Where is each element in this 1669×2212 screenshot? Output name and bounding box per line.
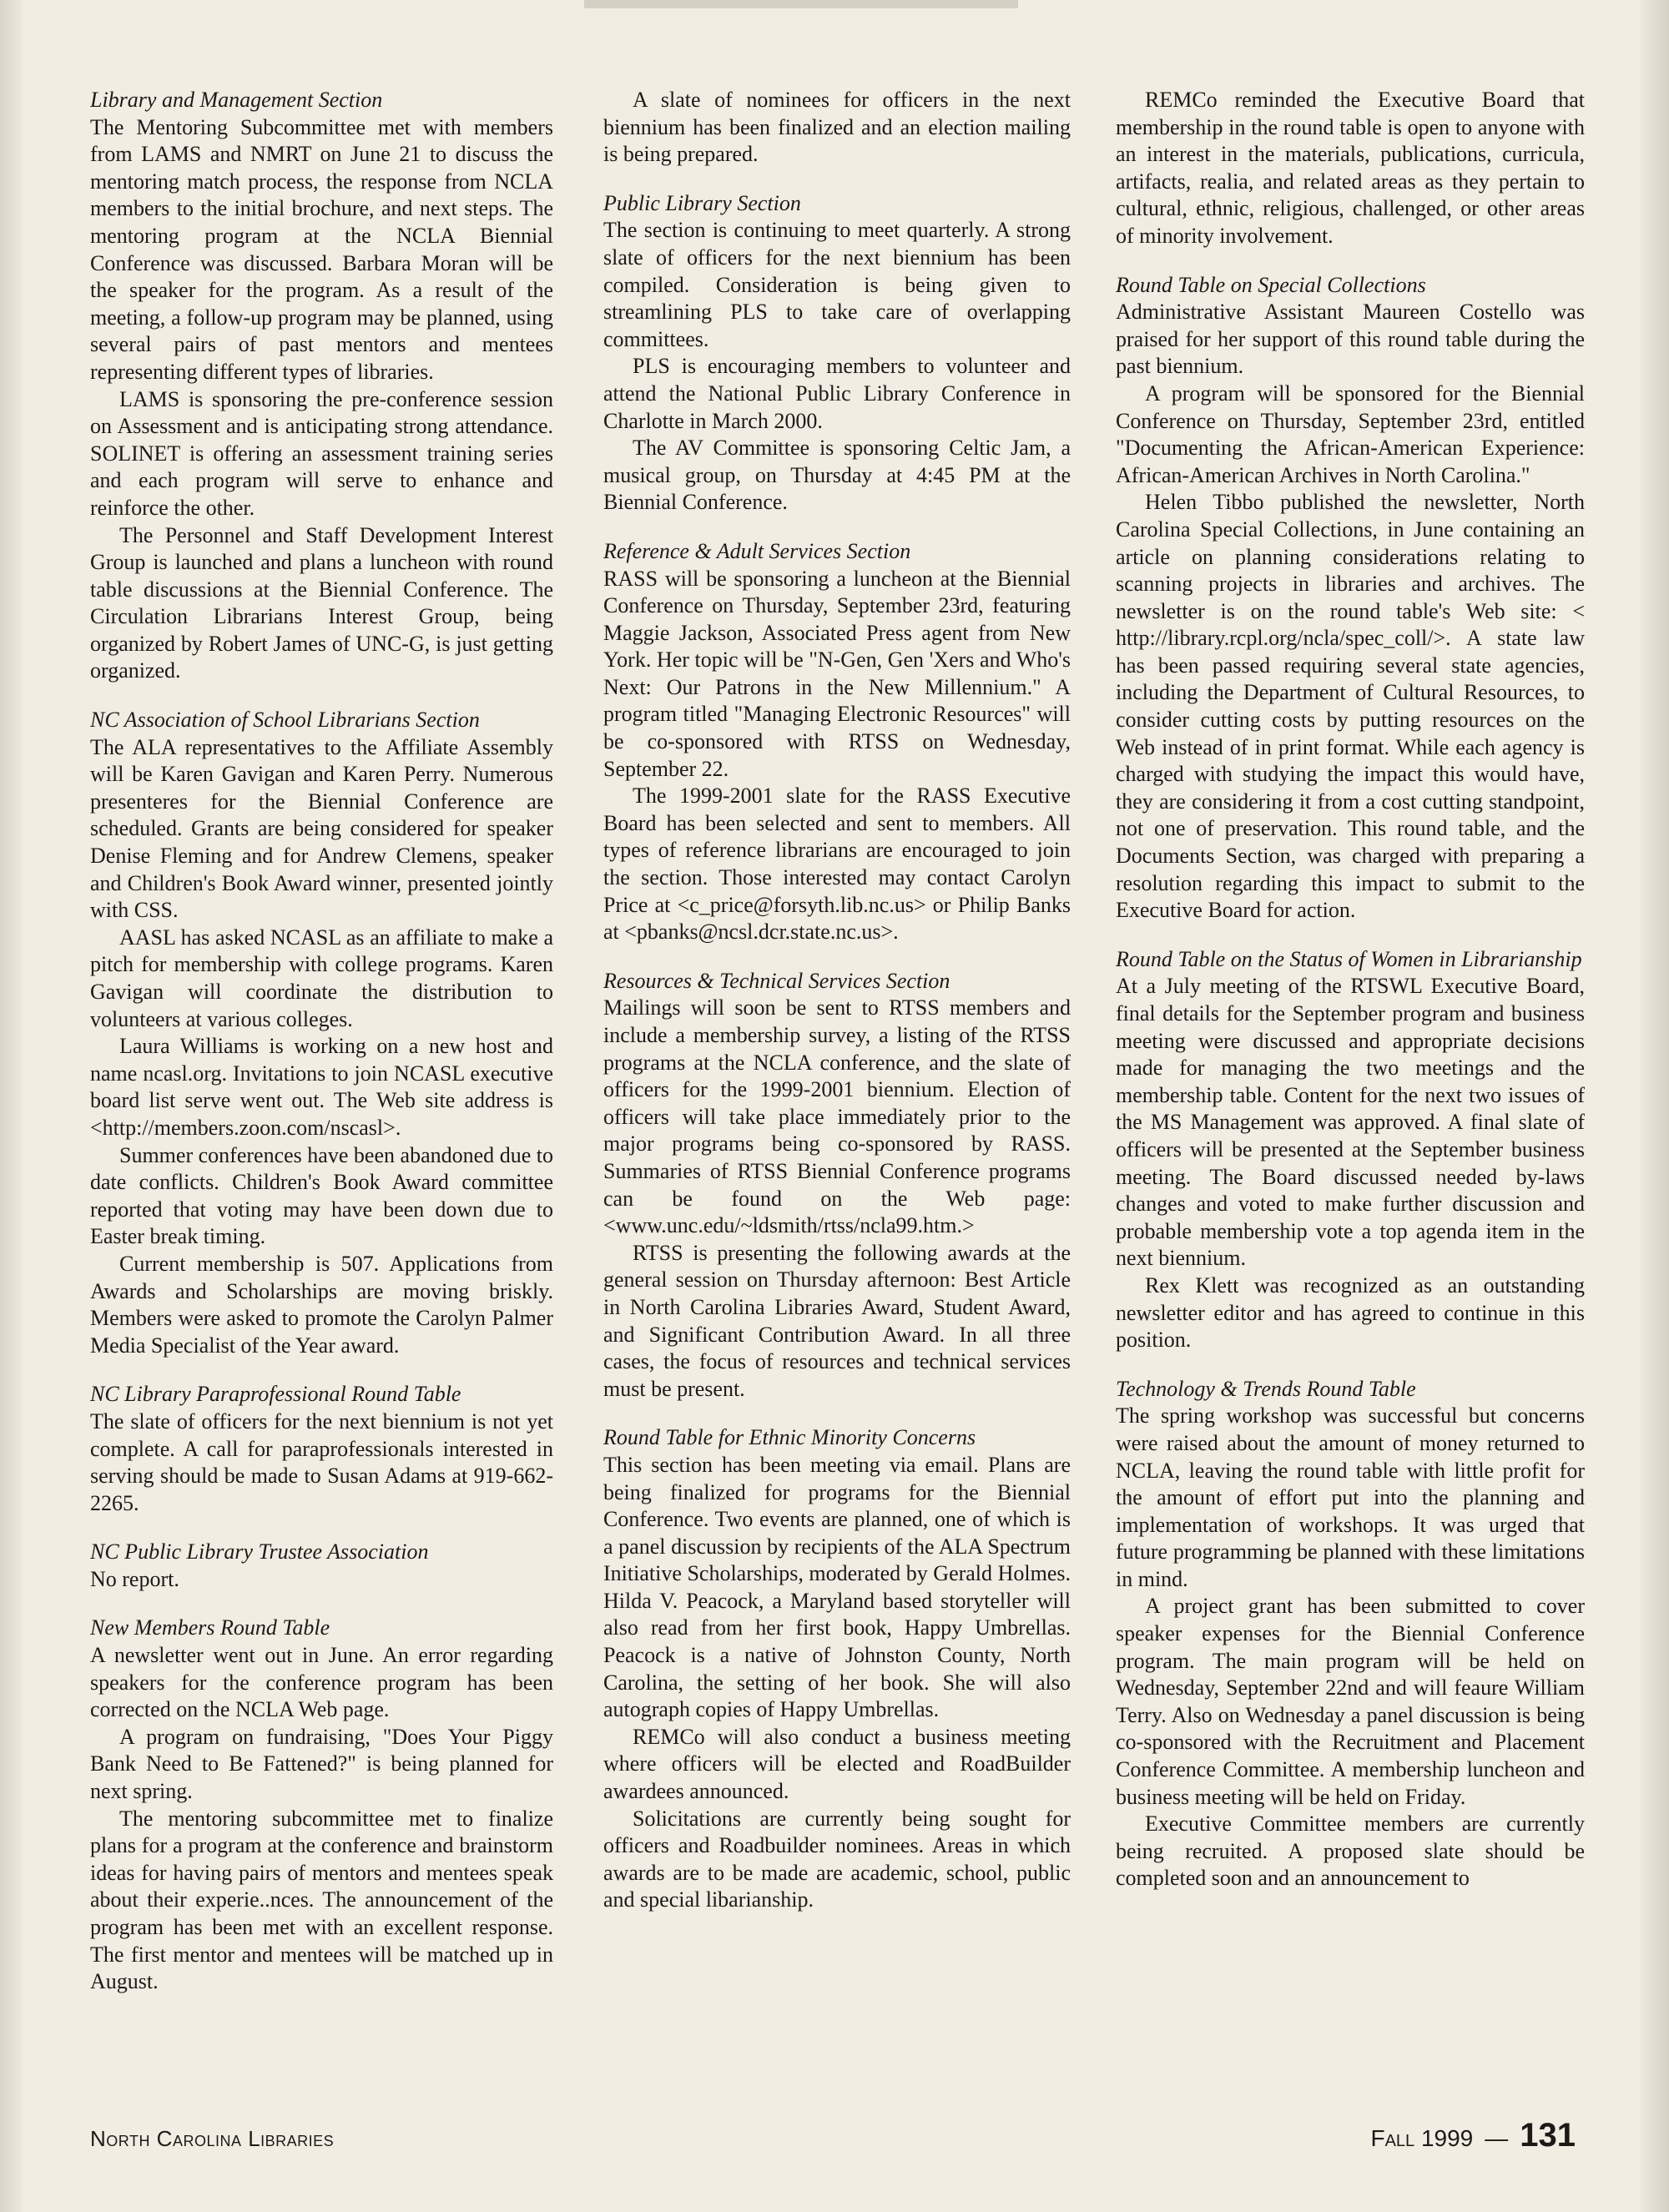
column-3	[1116, 87, 1585, 2098]
body-paragraph: The section is continuing to meet quarterly. A strong slate of officers for the next biennium has been compiled. Consideration is being given to streamlining PLS to take care of overlapping committees.	[603, 218, 1071, 351]
footer-dash: —	[1485, 2125, 1509, 2151]
footer-issue: Fall 1999	[1370, 2125, 1474, 2151]
footer-folio	[1370, 2117, 1576, 2154]
body-paragraph: A program on fundraising, "Does Your Piggy Bank Need to Be Fattened?" is being planned for next spring.	[90, 1724, 553, 1804]
footer-journal-title: North Carolina Libraries	[90, 2126, 335, 2151]
column-1	[90, 87, 553, 2098]
body-paragraph: The Personnel and Staff Development Interest Group is launched and plans a luncheon with round table discussions at the Biennial Conference. The Circulation Librarians Interest Group, being organized by Robert James of UNC-G, is just getting organized.	[90, 522, 553, 683]
body-paragraph: Summer conferences have been abandoned due to date conflicts. Children's Book Award committee reported that voting may have been down due to Easter break timing.	[90, 1142, 553, 1249]
body-paragraph: Mailings will soon be sent to RTSS members and include a membership survey, a listing of the RTSS programs at the NCLA conference, and the slate of officers for the 1999-2001 biennium. Election of officers will take place immediately prior to the major programs being co-sponsored by RASS. Summaries of RTSS Biennial Conference programs can be found on the Web page: <www.unc.edu/~ldsmith/rtss/ncla99.htm.>	[603, 995, 1071, 1238]
body-paragraph: This section has been meeting via email. Plans are being finalized for programs for the Biennial Conference. Two events are planned, one of which is a panel discussion by recipients of the ALA Spectrum Initiative Scholarships, moderated by Gerald Holmes. Hilda V. Peacock, a Maryland based storyteller will also read from her first book, Happy Umbrellas. Peacock is a native of Johnston County, North Carolina, the setting of her book. She will also autograph copies of Happy Umbrellas.	[603, 1452, 1071, 1722]
body-paragraph: Current membership is 507. Applications from Awards and Scholarships are moving briskly. Members were asked to promote the Carolyn Palmer Media Specialist of the Year award.	[90, 1251, 553, 1358]
body-paragraph: Executive Committee members are currently being recruited. A proposed slate should be completed soon and an announcement to	[1116, 1811, 1585, 1891]
body-paragraph: AASL has asked NCASL as an affiliate to make a pitch for membership with college programs. Karen Gavigan will coordinate the distribution to volunteers at various colleges.	[90, 925, 553, 1031]
body-paragraph: The spring workshop was successful but concerns were raised about the amount of money returned to NCLA, leaving the round table with little profit for the amount of effort put into the planning and implementation of workshops. It was urged that future programming be planned with these limitations in mind.	[1116, 1403, 1585, 1591]
section-heading: Reference & Adult Services Section	[603, 538, 911, 563]
body-paragraph: Rex Klett was recognized as an outstanding newsletter editor and has agreed to continue in this position.	[1116, 1272, 1585, 1353]
article-section	[1116, 87, 1585, 250]
body-paragraph: A project grant has been submitted to cover speaker expenses for the Biennial Conference program. The main program will be held on Wednesday, September 22nd and will feaure William Terry. Also on Wednesday a panel discussion is being co-sponsored with the Recruitment and Placement Conference Committee. A membership luncheon and business meeting will be held on Friday.	[1116, 1594, 1585, 1809]
article-section	[1116, 272, 1585, 925]
article-section	[90, 1539, 553, 1593]
body-paragraph: The mentoring subcommittee met to finalize plans for a program at the conference and brainstorm ideas for having pairs of mentors and mentees speak about their experie..nces. The announcement of the program has been met with an excellent response. The first mentor and mentees will be matched up in August.	[90, 1806, 553, 1994]
section-heading: NC Association of School Librarians Section	[90, 708, 480, 733]
article-section	[90, 1615, 553, 1995]
body-paragraph: The AV Committee is sponsoring Celtic Jam, a musical group, on Thursday at 4:45 PM at the Biennial Conference.	[603, 436, 1071, 515]
body-paragraph: The ALA representatives to the Affiliate Assembly will be Karen Gavigan and Karen Perry. Numerous presenteres for the Biennial Conference are scheduled. Grants are being considered for speaker Denise Fleming and for Andrew Clemens, speaker and Children's Book Award winner, presented jointly with CSS.	[90, 734, 553, 923]
article-section	[1116, 1376, 1585, 1892]
section-heading: Resources & Technical Services Section	[603, 968, 950, 993]
article-section	[603, 1424, 1071, 1914]
body-paragraph: Helen Tibbo published the newsletter, North Carolina Special Collections, in June containing an article on planning considerations relating to scanning projects in libraries and archives. The newsletter is on the round table's Web site: < http://library.rcpl.org/ncla/spec_coll/>. A state law has been passed requiring several state agencies, including the Department of Cultural Resources, to consider cutting costs by putting resources on the Web instead of in print format. While each agency is charged with studying the impact this would have, they are considering it from a cost cutting standpoint, not one of preservation. This round table, and the Documents Section, was charged with preparing a resolution regarding this impact to submit to the Executive Board for action.	[1116, 490, 1585, 923]
body-paragraph: Administrative Assistant Maureen Costello was praised for her support of this round table during the past biennium.	[1116, 300, 1585, 379]
section-heading: New Members Round Table	[90, 1615, 330, 1640]
section-heading: NC Public Library Trustee Association	[90, 1539, 429, 1565]
body-paragraph: Laura Williams is working on a new host and name ncasl.org. Invitations to join NCASL executive board list serve went out. The Web site address is <http://members.zoon.com/nscasl>.	[90, 1034, 553, 1140]
article-section	[90, 1381, 553, 1517]
body-paragraph: PLS is encouraging members to volunteer and attend the National Public Library Conference in Charlotte in March 2000.	[603, 354, 1071, 433]
body-paragraph: REMCo will also conduct a business meeting where officers will be elected and RoadBuilder awardees announced.	[603, 1724, 1071, 1804]
body-paragraph: Solicitations are currently being sought for officers and Roadbuilder nominees. Areas in which awards are to be made are academic, school, public and special libarianship.	[603, 1806, 1071, 1912]
body-paragraph: No report.	[90, 1566, 179, 1591]
article-section	[90, 707, 553, 1359]
section-heading: NC Library Paraprofessional Round Table	[90, 1382, 461, 1407]
body-paragraph: The slate of officers for the next biennium is not yet complete. A call for paraprofessionals interested in serving should be made to Susan Adams at 919-662-2265.	[90, 1408, 553, 1515]
section-heading: Round Table on Special Collections	[1116, 272, 1426, 297]
article-section	[603, 190, 1071, 516]
body-paragraph: The Mentoring Subcommittee met with members from LAMS and NMRT on June 21 to discuss the mentoring match process, the response from NCLA members to the initial brochure, and next steps. The mentoring program at the NCLA Biennial Conference was discussed. Barbara Moran will be the speaker for the program. As a result of the meeting, a follow-up program may be planned, using several pairs of past mentors and mentees representing different types of libraries.	[90, 114, 553, 384]
body-paragraph: A slate of nominees for officers in the next biennium has been finalized and an election mailing is being prepared.	[603, 88, 1071, 167]
section-heading: Round Table on the Status of Women in Librarianship	[1116, 946, 1582, 971]
article-section	[603, 968, 1071, 1403]
body-paragraph: The 1999-2001 slate for the RASS Executive Board has been selected and sent to members. All types of reference librarians are encouraged to join the section. Those interested may contact Carolyn Price at <c_price@forsyth.lib.nc.us> or Philip Banks at <pbanks@ncsl.dcr.state.nc.us>.	[603, 784, 1071, 945]
section-heading: Round Table for Ethnic Minority Concerns	[603, 1425, 976, 1450]
body-paragraph: At a July meeting of the RTSWL Executive Board, final details for the September program and business meeting were discussed and appropriate decisions made for managing the two meetings and the membership table. Content for the next two issues of the MS Management was approved. A final slate of officers will be presented at the September business meeting. The Board discussed needed by-laws changes and voted to make further discussion and probable membership vote a top agenda item in the next biennium.	[1116, 974, 1585, 1271]
body-paragraph: A program will be sponsored for the Biennial Conference on Thursday, September 23rd, entitled "Documenting the African-American Experience: African-American Archives in North Carolina."	[1116, 380, 1585, 487]
body-paragraph: LAMS is sponsoring the pre-conference session on Assessment and is anticipating strong attendance. SOLINET is offering an assessment training series and each program will serve to enhance and reinforce the other.	[90, 386, 553, 520]
body-paragraph: A newsletter went out in June. An error regarding speakers for the conference program has been corrected on the NCLA Web page.	[90, 1643, 553, 1722]
body-paragraph: RTSS is presenting the following awards at the general session on Thursday afternoon: Best Article in North Carolina Libraries Award, Student Award, and Significant Contribution Award. In all three cases, the focus of resources and technical services must be present.	[603, 1240, 1071, 1401]
bleed-through-top	[584, 0, 1018, 8]
article-section	[603, 538, 1071, 946]
page-edge-shadow-right	[1641, 0, 1669, 2212]
article-section	[603, 87, 1071, 169]
section-heading: Technology & Trends Round Table	[1116, 1376, 1416, 1401]
body-paragraph: REMCo reminded the Executive Board that membership in the round table is open to anyone with an interest in the materials, publications, curricula, artifacts, realia, and related areas as they pertain to cultural, ethnic, religious, challenged, or other areas of minority involvement.	[1116, 88, 1585, 248]
page-binding-shadow-left	[0, 0, 22, 2212]
column-2	[603, 87, 1071, 2098]
article-section	[90, 87, 553, 685]
page-number: 131	[1520, 2117, 1576, 2154]
section-heading: Public Library Section	[603, 190, 801, 215]
article-section	[1116, 946, 1585, 1354]
section-heading: Library and Management Section	[90, 88, 383, 112]
body-paragraph: RASS will be sponsoring a luncheon at the Biennial Conference on Thursday, September 23rd, featuring Maggie Jackson, Associated Press agent from New York. Her topic will be "N-Gen, Gen 'Xers and Who's Next: Our Patrons in the New Millennium." A program titled "Managing Electronic Resources" will be co-sponsored with RTSS on Wednesday, September 22.	[603, 566, 1071, 781]
